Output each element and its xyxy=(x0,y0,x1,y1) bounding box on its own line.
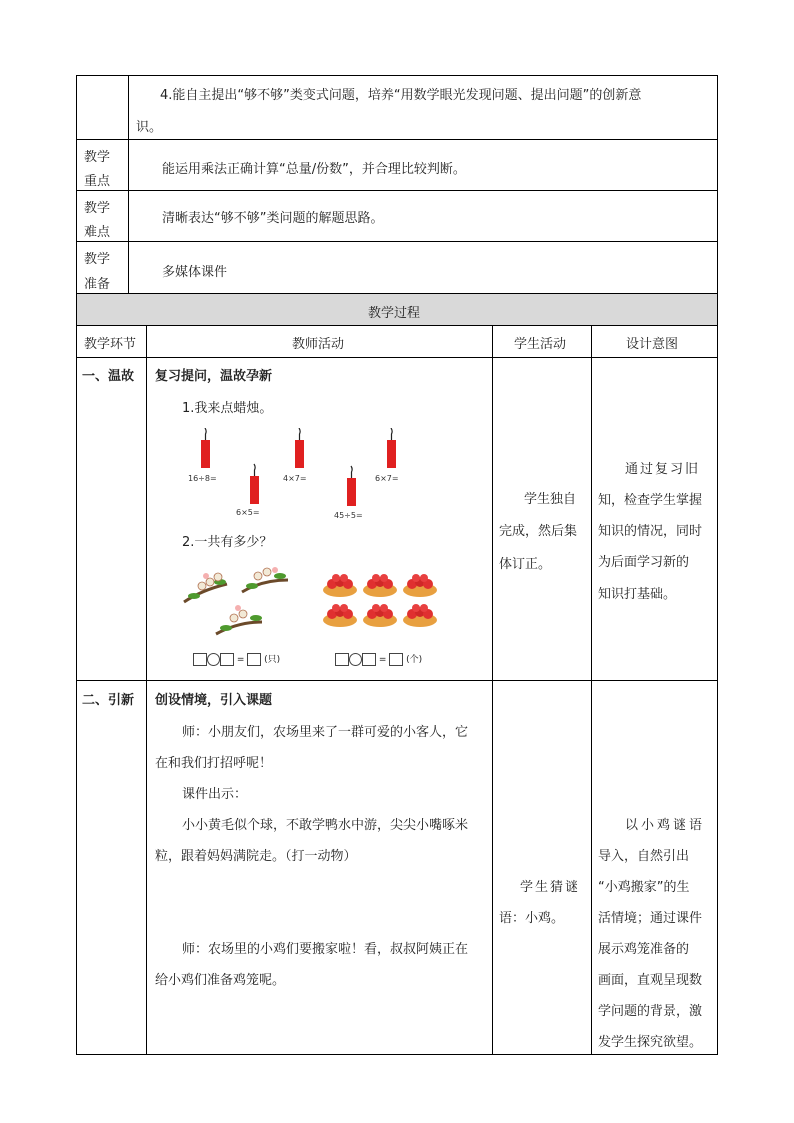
section2-intent-line2: 导入，自然引出 xyxy=(598,849,690,864)
section1-heading: 复习提问，温故孕新 xyxy=(155,369,273,384)
preparation-text: 多媒体课件 xyxy=(162,265,228,280)
candle-label-4: 45÷5= xyxy=(334,511,363,520)
equation-template-apples: = (个) xyxy=(335,652,422,666)
section2-intent-line7: 学问题的背景，激 xyxy=(598,1004,703,1019)
candle-label-5: 6×7= xyxy=(375,474,399,483)
equation-unit: (个) xyxy=(406,655,423,665)
blank-box[interactable] xyxy=(220,653,234,666)
bird-branch-icon xyxy=(184,573,227,602)
birds-on-branches-figure xyxy=(182,562,294,640)
difficulties-label-2: 难点 xyxy=(84,225,111,240)
candle-label-3: 4×7= xyxy=(283,474,307,483)
section1-student-line1: 学生独自 xyxy=(524,492,577,507)
section2-intent-line4: 活情境；通过课件 xyxy=(598,911,703,926)
process-header: 教学过程 xyxy=(368,306,421,321)
section1-intent-line3: 知识的情况，同时 xyxy=(598,524,703,539)
apple-plate-icon xyxy=(323,574,357,597)
section2-intent-line1: 以小鸡谜语 xyxy=(625,818,706,833)
section2-student-line2: 语：小鸡。 xyxy=(499,911,565,926)
section1-intent-line4: 为后面学习新的 xyxy=(598,555,690,570)
section2-intent-line8: 发学生探究欲望。 xyxy=(598,1035,703,1050)
objective-4-line2: 识。 xyxy=(136,120,163,135)
apple-plate-icon xyxy=(403,604,437,627)
key-points-label-1: 教学 xyxy=(84,150,111,165)
section2-p3-line1: 小小黄毛似个球，不敢学鸭水中游，尖尖小嘴啄米 xyxy=(182,818,469,833)
blank-box[interactable] xyxy=(335,653,349,666)
section1-intent-line1: 通过复习旧 xyxy=(625,462,701,477)
blank-box[interactable] xyxy=(193,653,207,666)
section2-heading: 创设情境，引入课题 xyxy=(155,693,273,708)
section2-p1-line1: 师：小朋友们，农场里来了一群可爱的小客人，它 xyxy=(182,725,469,740)
blank-box[interactable] xyxy=(389,653,403,666)
bird-branch-icon xyxy=(242,567,288,592)
equation-unit: (只) xyxy=(264,655,281,665)
difficulties-text: 清晰表达“够不够”类问题的解题思路。 xyxy=(162,211,384,226)
candle-icon xyxy=(387,428,396,468)
equation-template-birds: = (只) xyxy=(193,652,280,666)
section1-intent-line2: 知，检查学生掌握 xyxy=(598,493,703,508)
candle-label-1: 16÷8= xyxy=(188,474,217,483)
preparation-label-2: 准备 xyxy=(84,277,111,292)
col-header-intent: 设计意图 xyxy=(626,337,679,352)
preparation-label-1: 教学 xyxy=(84,252,111,267)
blank-circle[interactable] xyxy=(349,653,362,666)
section1-stage: 一、温故 xyxy=(82,369,135,384)
apple-plate-icon xyxy=(363,574,397,597)
section2-p1-line2: 在和我们打招呼呢！ xyxy=(155,756,273,771)
section1-intent-line5: 知识打基础。 xyxy=(598,587,677,602)
apple-plate-icon xyxy=(323,604,357,627)
section2-p4-line2: 给小鸡们准备鸡笼呢。 xyxy=(155,973,286,988)
candle-icon xyxy=(201,428,210,468)
col-header-teacher: 教师活动 xyxy=(292,337,345,352)
section2-p3-line2: 粒，跟着妈妈满院走。（打一动物） xyxy=(155,849,357,864)
candle-label-2: 6×5= xyxy=(236,508,260,517)
apple-plate-icon xyxy=(403,574,437,597)
blank-box[interactable] xyxy=(362,653,376,666)
section1-item2: 2.一共有多少？ xyxy=(182,535,273,550)
blank-circle[interactable] xyxy=(207,653,220,666)
blank-box[interactable] xyxy=(247,653,261,666)
difficulties-label-1: 教学 xyxy=(84,201,111,216)
bird-branch-icon xyxy=(216,605,262,634)
candle-icon xyxy=(250,464,259,504)
key-points-text: 能运用乘法正确计算“总量/份数”，并合理比较判断。 xyxy=(162,162,466,177)
section1-item1: 1.我来点蜡烛。 xyxy=(182,401,273,416)
section2-intent-line6: 画面，直观呈现数 xyxy=(598,973,703,988)
section2-stage: 二、引新 xyxy=(82,693,135,708)
section2-intent-line5: 展示鸡笼准备的 xyxy=(598,942,690,957)
candle-icon xyxy=(295,428,304,468)
section1-student-line2: 完成，然后集 xyxy=(499,524,578,539)
section2-intent-line3: “小鸡搬家”的生 xyxy=(598,880,690,895)
apple-plate-icon xyxy=(363,604,397,627)
candle-icon xyxy=(347,466,356,506)
key-points-label-2: 重点 xyxy=(84,174,111,189)
section2-p4-line1: 师：农场里的小鸡们要搬家啦！看，叔叔阿姨正在 xyxy=(182,942,469,957)
col-header-stage: 教学环节 xyxy=(84,337,137,352)
apple-plates-figure xyxy=(322,572,442,630)
col-header-student: 学生活动 xyxy=(514,337,567,352)
section1-student-line3: 体订正。 xyxy=(499,557,552,572)
section2-student-line1: 学生猜谜 xyxy=(520,880,581,895)
section2-p2: 课件出示： xyxy=(182,787,248,802)
objective-4-line1: 4.能自主提出“够不够”类变式问题，培养“用数学眼光发现问题、提出问题”的创新意 xyxy=(160,88,642,103)
